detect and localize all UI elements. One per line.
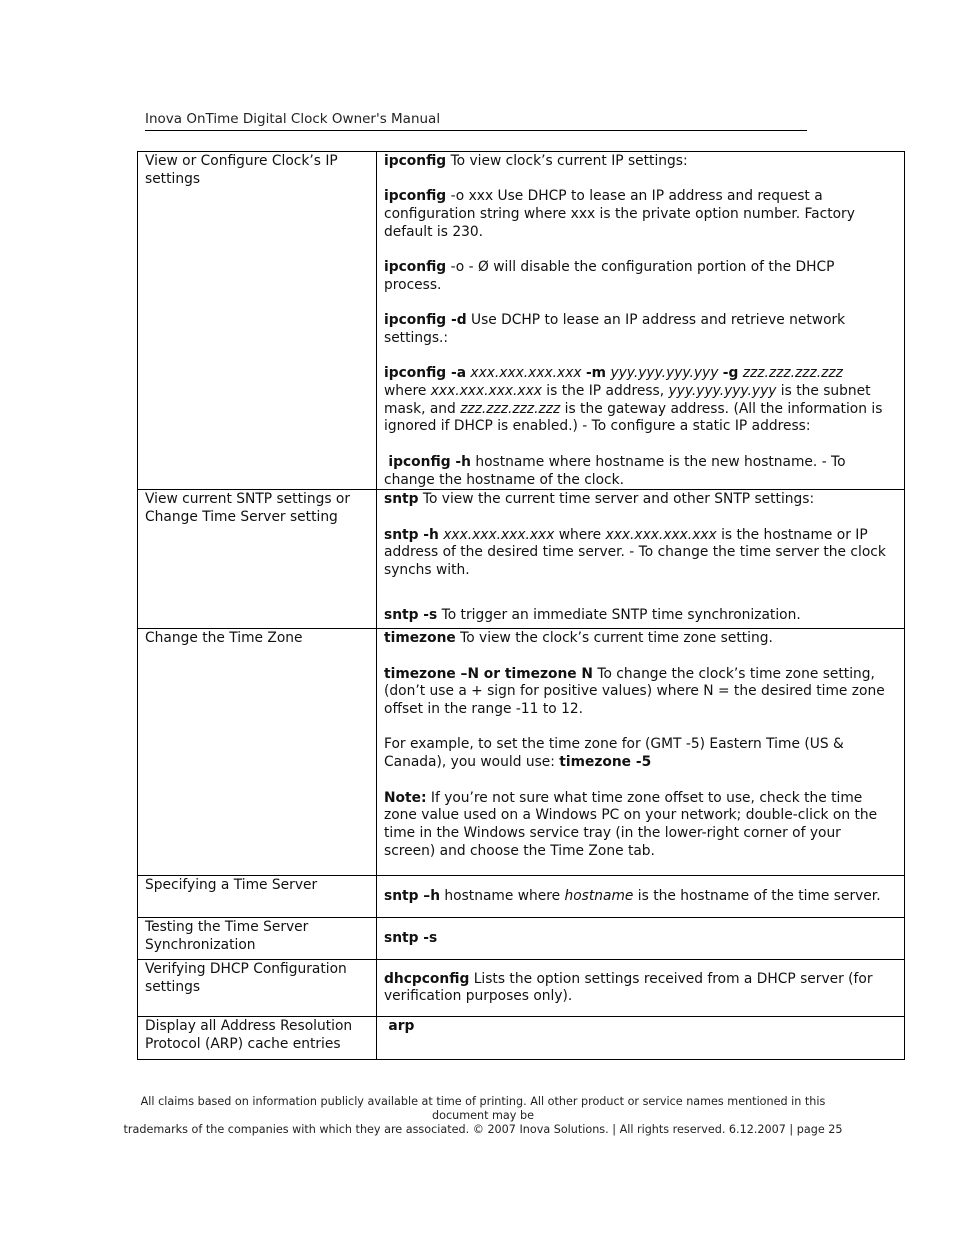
table-row bbox=[138, 152, 905, 490]
footer-copyright: trademarks of the companies with which they are associated. © 2007 Inova Solutions. | All rights reserved. 6.12.2007 | page 25 bbox=[123, 1123, 843, 1136]
task-label: Display all Address Resolution Protocol (ARP) cache entries bbox=[145, 1018, 353, 1052]
task-label: View or Configure Clock’s IP settings bbox=[145, 153, 338, 187]
command-description: To view clock’s current IP settings: bbox=[446, 153, 688, 169]
command-cell bbox=[377, 152, 905, 490]
table-row bbox=[138, 629, 905, 876]
hostname-term: hostname bbox=[564, 887, 634, 904]
command-entry bbox=[384, 971, 896, 1006]
command-name: sntp -s bbox=[384, 606, 438, 623]
description-text: where bbox=[384, 383, 431, 400]
description-text: is the subnet mask, and bbox=[384, 383, 871, 417]
command-description: To trigger an immediate SNTP time synchronization. bbox=[437, 606, 801, 623]
command-entry bbox=[384, 888, 896, 906]
command-cell bbox=[377, 876, 905, 918]
command-name: sntp –h bbox=[384, 887, 441, 904]
table-row bbox=[138, 960, 905, 1017]
command-description: hostname where hostname is the new hostname. - To change the hostname of the clock. bbox=[384, 453, 846, 488]
command-description: -o - Ø will disable the configuration portion of the DHCP process. bbox=[384, 259, 835, 293]
note-label: Note: bbox=[384, 789, 427, 806]
task-label: Specifying a Time Server bbox=[145, 877, 318, 894]
command-description: is the hostname or IP address of the desired time server. - To change the time server the clock synchs with. bbox=[384, 526, 886, 579]
command-name: timezone bbox=[384, 630, 456, 647]
mask-placeholder: yyy.yyy.yyy.yyy bbox=[606, 365, 723, 382]
description-text: For example, to set the time zone for (GMT -5) Eastern Time (US & Canada), you would use: bbox=[384, 736, 844, 771]
manual-title: Inova OnTime Digital Clock Owner's Manual bbox=[145, 111, 441, 127]
command-description: Use DCHP to lease an IP address and retrieve network settings.: bbox=[384, 312, 846, 346]
command-entry bbox=[384, 607, 896, 625]
command-name: ipconfig -a bbox=[384, 365, 467, 382]
task-cell bbox=[138, 152, 377, 490]
task-label: Testing the Time Server Synchronization bbox=[145, 919, 309, 953]
command-name: sntp bbox=[384, 491, 419, 508]
description-text: is the hostname of the time server. bbox=[633, 887, 881, 904]
command-entry bbox=[384, 630, 896, 648]
command-entry bbox=[384, 666, 896, 719]
footer-disclaimer: All claims based on information publicly available at time of printing. All other product or service names mentioned in this document may be bbox=[140, 1095, 826, 1122]
ip-placeholder: xxx.xxx.xxx.xxx bbox=[430, 383, 542, 400]
table-row bbox=[138, 876, 905, 918]
note bbox=[384, 790, 896, 861]
command-name: dhcpconfig bbox=[384, 970, 470, 987]
gateway-placeholder: zzz.zzz.zzz.zzz bbox=[460, 400, 561, 417]
task-label: Verifying DHCP Configuration settings bbox=[145, 961, 347, 995]
command-entry bbox=[384, 365, 896, 436]
note-text: If you’re not sure what time zone offset to use, check the time zone value used on a Windows PC on your network; double-click on the time in the Windows service tray (in the lower-right corner of your screen) and choose the Time Zone tab. bbox=[384, 789, 878, 859]
description-text: where bbox=[554, 526, 606, 543]
command-entry bbox=[384, 188, 896, 241]
task-cell bbox=[138, 918, 377, 960]
command-description: To view the clock’s current time zone setting. bbox=[455, 630, 773, 647]
command-cell bbox=[377, 629, 905, 876]
table-row bbox=[138, 490, 905, 629]
command-description: To view the current time server and other SNTP settings: bbox=[418, 491, 815, 508]
task-cell bbox=[138, 629, 377, 876]
description-text: is the IP address, bbox=[541, 383, 669, 400]
command-cell bbox=[377, 918, 905, 960]
task-label: View current SNTP settings or Change Time Server setting bbox=[145, 491, 351, 525]
table-row bbox=[138, 1017, 905, 1060]
task-cell bbox=[138, 490, 377, 629]
command-name: sntp -s bbox=[384, 929, 438, 946]
description-text: is the gateway address. (All the information is ignored if DHCP is enabled.) - To configure a static IP address: bbox=[384, 400, 883, 435]
command-entry bbox=[384, 312, 896, 347]
page-footer bbox=[120, 1095, 846, 1137]
command-description: Lists the option settings received from a DHCP server (for verification purposes only). bbox=[384, 970, 873, 1005]
description-text: hostname where bbox=[440, 887, 565, 904]
command-entry bbox=[384, 491, 896, 509]
command-name: timezone –N or timezone N bbox=[384, 665, 593, 682]
command-description: -o xxx Use DHCP to lease an IP address and request a configuration string where xxx is the private option number. Factory default is 230. bbox=[384, 188, 855, 240]
gateway-placeholder: zzz.zzz.zzz.zzz bbox=[738, 365, 843, 382]
command-table bbox=[137, 151, 905, 1060]
task-label: Change the Time Zone bbox=[145, 630, 303, 647]
command-name: ipconfig -d bbox=[384, 312, 467, 329]
command-name: ipconfig bbox=[384, 153, 447, 169]
command-entry bbox=[384, 1018, 896, 1036]
command-entry bbox=[384, 930, 896, 948]
host-placeholder: xxx.xxx.xxx.xxx bbox=[605, 526, 717, 543]
command-description: To change the clock’s time zone setting, (don’t use a + sign for positive values) where N = the desired time zone offset in the range -11 to 12. bbox=[384, 665, 885, 718]
task-cell bbox=[138, 1017, 377, 1060]
command-cell bbox=[377, 1017, 905, 1060]
task-cell bbox=[138, 960, 377, 1017]
command-name: ipconfig bbox=[384, 259, 447, 276]
command-cell bbox=[377, 960, 905, 1017]
command-name: ipconfig -h bbox=[388, 453, 471, 470]
command-entry bbox=[384, 153, 896, 171]
gateway-flag: -g bbox=[722, 365, 739, 382]
command-name: sntp -h bbox=[384, 526, 439, 543]
ip-placeholder: xxx.xxx.xxx.xxx bbox=[466, 365, 586, 382]
command-name: ipconfig bbox=[384, 188, 447, 205]
command-name: arp bbox=[388, 1018, 415, 1035]
example-text bbox=[384, 736, 896, 771]
table-row bbox=[138, 918, 905, 960]
command-entry bbox=[384, 454, 896, 489]
page-header bbox=[145, 111, 807, 131]
mask-placeholder: yyy.yyy.yyy.yyy bbox=[668, 383, 777, 400]
host-placeholder: xxx.xxx.xxx.xxx bbox=[438, 526, 555, 543]
command-entry bbox=[384, 259, 896, 294]
command-entry bbox=[384, 527, 896, 580]
command-name: timezone -5 bbox=[559, 754, 652, 771]
task-cell bbox=[138, 876, 377, 918]
mask-flag: -m bbox=[585, 365, 607, 382]
command-cell bbox=[377, 490, 905, 629]
